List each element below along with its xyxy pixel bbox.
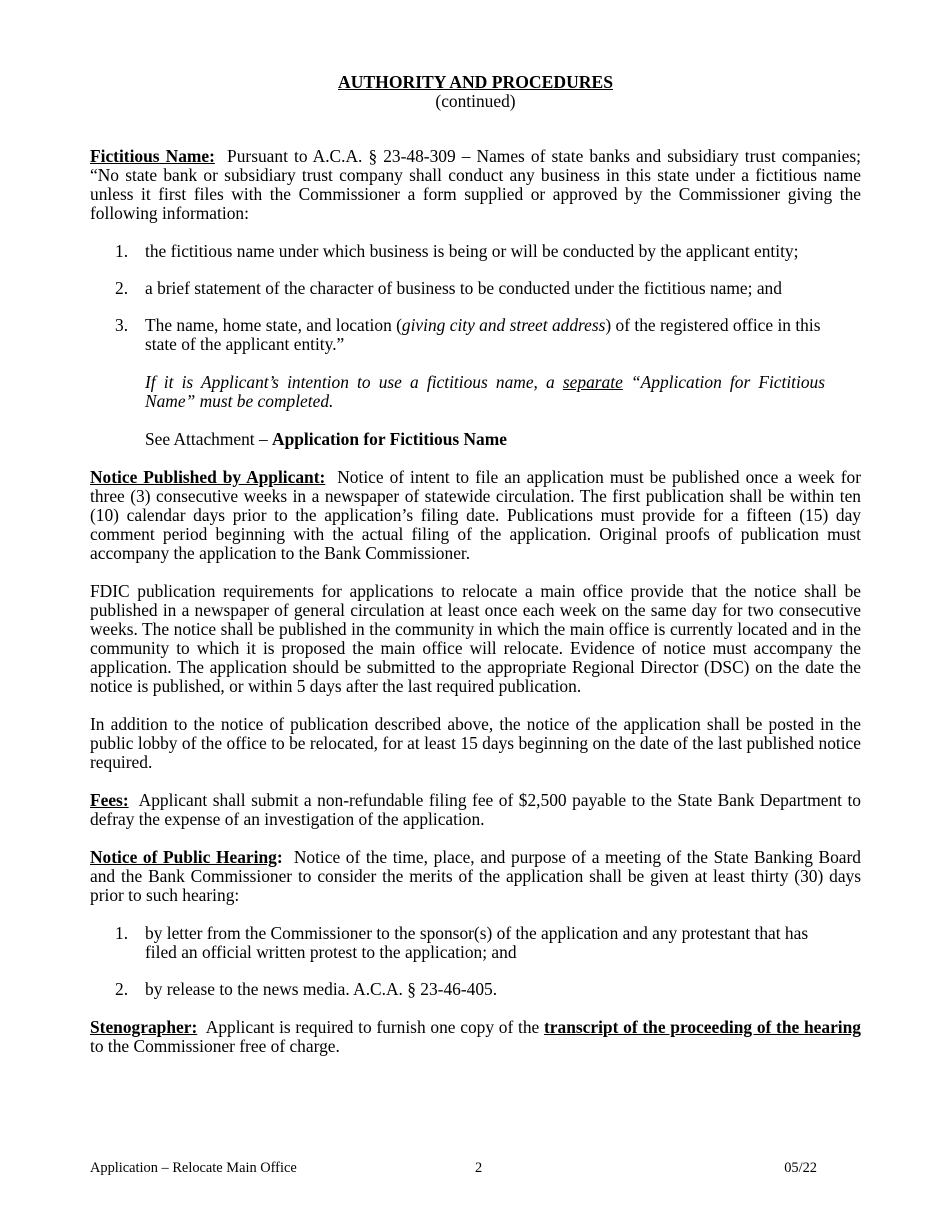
footer-document-name: Application – Relocate Main Office — [90, 1160, 297, 1176]
hearing-text: Notice of the time, place, and purpose of a meeting of the State Banking Board and the Bank Commissioner to consider the merits of the application shall be given at least thirty (30) days prior to such hearing: — [90, 847, 861, 905]
fictitious-name-paragraph — [90, 147, 861, 223]
page-subtitle: (continued) — [435, 91, 516, 111]
list-text: the fictitious name under which business is being or will be conducted by the applicant entity; — [145, 241, 799, 261]
hearing-label: Notice of Public Hearing — [90, 847, 277, 867]
fees-text: Applicant shall submit a non-refundable filing fee of $2,500 payable to the State Bank Department to defray the expense of an investigation of the application. — [90, 790, 861, 829]
fees-paragraph — [90, 791, 861, 829]
list-number: 2. — [115, 979, 129, 999]
stenographer-paragraph — [90, 1018, 861, 1056]
note-text: If it is Applicant’s intention to use a fictitious name, a — [145, 372, 555, 392]
list-item — [90, 316, 823, 354]
fictitious-list — [90, 242, 861, 354]
notice-text: Notice of intent to file an application must be published once a week for three (3) consecutive weeks in a newspaper of statewide circulation. The first publication shall be within ten (10) calendar days prior to the application’s filing date. Publications must provide for a fifteen (15) day comment period beginning with the actual filing of the application. Original proofs of publication must accompany the application to the Bank Commissioner. — [90, 467, 861, 563]
list-number: 2. — [115, 278, 129, 298]
notice-label: Notice Published by Applicant: — [90, 467, 326, 487]
hearing-list — [90, 924, 861, 999]
note-text: “Application for Fictitious Name” must be completed. — [145, 372, 826, 411]
fictitious-name-text: Pursuant to A.C.A. § 23-48-309 – Names of state banks and subsidiary trust companies; “No state bank or subsidiary trust company shall conduct any business in this state under a fictitious name unless it first files with the Commissioner a form supplied or approved by the Commissioner giving the following information: — [90, 146, 861, 223]
fees-label: Fees: — [90, 790, 129, 810]
hearing-paragraph — [90, 848, 861, 905]
page-title: AUTHORITY AND PROCEDURES — [337, 72, 613, 92]
footer-date: 05/22 — [784, 1160, 817, 1176]
posting-paragraph: In addition to the notice of publication described above, the notice of the application shall be posted in the public lobby of the office to be relocated, for at least 15 days beginning on the date of the last published notice required. — [90, 714, 861, 772]
list-text — [145, 316, 823, 354]
list-text: by release to the news media. A.C.A. § 23-46-405. — [145, 979, 498, 999]
list-number: 1. — [115, 923, 129, 943]
footer-page-number: 2 — [475, 1160, 483, 1176]
list-number: 3. — [115, 315, 129, 335]
list-number: 1. — [115, 241, 129, 261]
attachment-text: See Attachment – — [145, 429, 268, 449]
list-text: a brief statement of the character of business to be conducted under the fictitious name; and — [145, 278, 782, 298]
notice-paragraph — [90, 468, 861, 563]
note-underlined: separate — [562, 372, 623, 392]
stenographer-text: to the Commissioner free of charge. — [90, 1036, 340, 1056]
stenographer-label: Stenographer: — [90, 1017, 198, 1037]
list-item — [90, 279, 823, 298]
stenographer-emphasis: transcript of the proceeding of the hearing — [544, 1017, 861, 1037]
fictitious-note — [145, 373, 825, 411]
list-item — [90, 980, 823, 999]
list-item — [90, 242, 823, 261]
fdic-paragraph: FDIC publication requirements for applications to relocate a main office provide that the notice shall be published in a newspaper of general circulation at least once each week on the same day for two consecutive weeks. The notice shall be published in the community in which the main office is currently located and in the community to which it is proposed the main office will relocate. Evidence of notice must accompany the application. The application should be submitted to the appropriate Regional Director (DSC) on the date the notice is published, or within 5 days after the last required publication. — [90, 581, 861, 696]
list-text-part: ) of the registered office in this state of the applicant entity.” — [145, 315, 821, 354]
list-text-part: The name, home state, and location ( — [145, 315, 402, 335]
fictitious-name-label: Fictitious Name: — [90, 146, 215, 166]
attachment-title: Application for Fictitious Name — [272, 429, 507, 449]
list-text: by letter from the Commissioner to the sponsor(s) of the application and any protestant that has filed an official written protest to the application; and — [145, 923, 809, 962]
attachment-reference — [145, 430, 825, 449]
list-item — [90, 924, 823, 962]
hearing-colon: : — [276, 847, 283, 867]
document-page — [90, 72, 861, 1075]
stenographer-text: Applicant is required to furnish one copy of the — [205, 1017, 540, 1037]
list-text-italic: giving city and street address — [401, 315, 606, 335]
